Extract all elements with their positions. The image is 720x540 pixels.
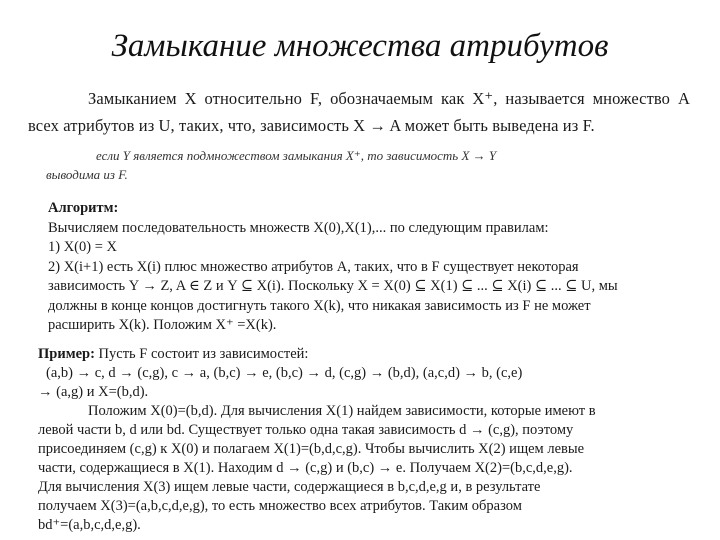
example-heading-line	[38, 345, 694, 364]
note-line-2: выводима из F.	[46, 167, 128, 182]
algorithm-line: зависимость Y → Z, A ∈ Z и Y ⊆ X(i). Поскольку X = X(0) ⊆ X(1) ⊆ ... ⊆ X(i) ⊆ ... ⊆ U, мы	[48, 278, 618, 294]
algorithm-block	[48, 199, 694, 336]
algorithm-line: должны в конце концов достигнуть такого X(k), что никакая зависимость из F не может	[48, 297, 591, 314]
example-line: получаем X(3)=(a,b,c,d,e,g), то есть множество всех атрибутов. Таким образом	[38, 498, 522, 514]
example-line: части, содержащиеся в X(1). Находим d → (c,g) и (b,c) → e. Получаем X(2)=(b,c,d,e,g).	[38, 460, 573, 476]
example-heading: Пример:	[38, 346, 95, 362]
slide-title: Замыкание множества атрибутов	[111, 28, 609, 64]
example-intro: Пусть F состоит из зависимостей:	[94, 346, 309, 362]
definition-paragraph	[28, 85, 690, 139]
note-line-1: если Y является подмножеством замыкания X⁺, то зависимость X → Y	[96, 148, 497, 163]
note-block	[46, 146, 696, 184]
definition-text: Замыканием X относительно F, обозначаемым как X⁺, называется множество A всех атрибутов из U, таких, что, зависимость X → A может быть выведена из F.	[28, 89, 690, 135]
algorithm-line: расширить X(k). Положим X⁺ =X(k).	[48, 317, 277, 333]
example-line: Для вычисления X(3) ищем левые части, содержащиеся в b,c,d,e,g и, в результате	[38, 479, 541, 495]
example-block	[38, 345, 694, 535]
example-line: левой части b, d или bd. Существует только одна такая зависимость d → (c,g), поэтому	[38, 422, 574, 438]
example-line: присоединяем (c,g) к X(0) и полагаем X(1)=(b,d,c,g). Чтобы вычислить X(2) ищем левые	[38, 441, 585, 457]
example-line: (a,b) → c, d → (c,g), c → a, (b,c) → e, (b,c) → d, (c,g) → (b,d), (a,c,d) → b, (c,e)	[46, 365, 523, 381]
algorithm-line: Вычисляем последовательность множеств X(0),X(1),... по следующим правилам:	[48, 219, 549, 236]
example-line: → (a,g) и X=(b,d).	[38, 384, 149, 400]
algorithm-line: 1) X(0) = X	[48, 239, 117, 255]
algorithm-heading: Алгоритм:	[48, 200, 119, 216]
algorithm-line: 2) X(i+1) есть X(i) плюс множество атрибутов A, таких, что в F существует некоторая	[48, 258, 579, 275]
example-line: bd⁺=(a,b,c,d,e,g).	[38, 517, 141, 533]
example-line: Положим X(0)=(b,d). Для вычисления X(1) найдем зависимости, которые имеют в	[88, 403, 596, 419]
